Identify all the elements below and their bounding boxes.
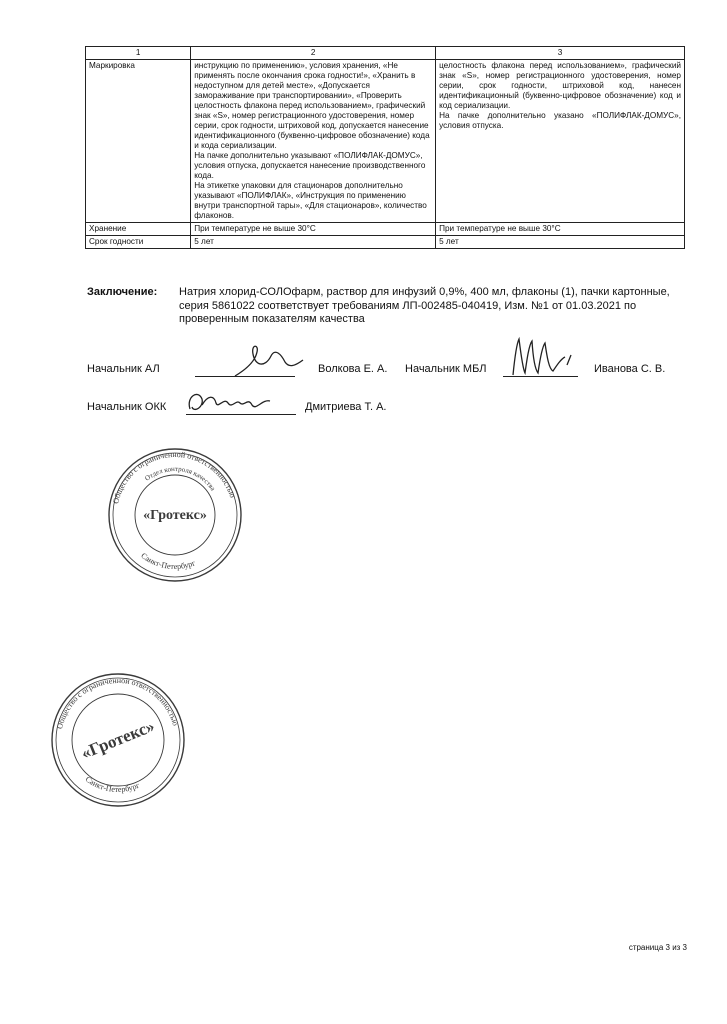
table-header-cell: 1 bbox=[86, 47, 191, 60]
company-stamp bbox=[48, 670, 188, 810]
mbl-name: Иванова С. В. bbox=[594, 363, 666, 375]
svg-text:Санкт-Петербург bbox=[84, 775, 142, 795]
stamp-ring-text: Общество с ограниченной ответственностью bbox=[111, 449, 238, 505]
svg-text:Общество с ограниченной ответс bbox=[111, 450, 237, 505]
requirement-cell: 5 лет bbox=[191, 236, 436, 249]
stamp-company-name: «Гротекс» bbox=[78, 716, 158, 763]
table-row bbox=[86, 223, 685, 236]
stamp-city-text: Санкт-Петербург bbox=[139, 551, 197, 572]
result-cell: 5 лет bbox=[436, 236, 685, 249]
table-row bbox=[86, 60, 685, 223]
mbl-title: Начальник МБЛ bbox=[405, 363, 487, 375]
result-cell: При температуре не выше 30°С bbox=[436, 223, 685, 236]
company-stamp-quality-control bbox=[105, 445, 245, 585]
requirement-paragraph: инструкцию по применению», условия хранения, «Не применять после окончания срока годности!», «Хранить в недоступном для детей месте», «Допускается замораживание при транспортировании», «Проверить целостность флакона перед использованием», графический знак «S», номер регистрационного удостоверения, номер серии, срок годности, штриховой код, допускается нанесение идентификационного (буквенно-цифровое обозначение) кода и кода сериализации. bbox=[194, 61, 430, 150]
table-header-cell: 2 bbox=[191, 47, 436, 60]
stamp-city-text: Санкт-Петербург bbox=[83, 774, 141, 795]
conclusion-label: Заключение: bbox=[87, 286, 158, 298]
row-label-shelf-life: Срок годности bbox=[86, 236, 191, 249]
okk-title: Начальник ОКК bbox=[87, 401, 167, 413]
al-name: Волкова Е. А. bbox=[318, 363, 388, 375]
mbl-signature bbox=[505, 335, 585, 380]
row-label-marking: Маркировка bbox=[86, 60, 191, 223]
al-title: Начальник АЛ bbox=[87, 363, 160, 375]
specification-table bbox=[85, 46, 685, 249]
okk-signature bbox=[180, 385, 280, 420]
result-paragraph: целостность флакона перед использованием», графический знак «S», номер регистрационного удостоверения, номер серии, срок годности, штриховой код, нанесен идентификационный (буквенно-цифровое обозначение) код и код сериализации. bbox=[439, 61, 681, 110]
table-row bbox=[86, 236, 685, 249]
table-header-row bbox=[86, 47, 685, 60]
conclusion-text: Натрия хлорид-СОЛОфарм, раствор для инфузий 0,9%, 400 мл, флаконы (1), пачки картонные, серия 5861022 соответствует требованиям ЛП-002485-040419, Изм. №1 от 01.03.2021 по проверенным показателям качества bbox=[179, 286, 670, 325]
table-header-cell: 3 bbox=[436, 47, 685, 60]
stamp-ring-text: Общество с ограниченной ответственностью bbox=[55, 675, 181, 730]
svg-text:Общество с ограниченной ответс bbox=[55, 676, 180, 730]
stamp-company-name: «Гротекс» bbox=[143, 508, 207, 523]
page-number: страница 3 из 3 bbox=[628, 943, 687, 952]
okk-name: Дмитриева Т. А. bbox=[305, 401, 387, 413]
row-label-storage: Хранение bbox=[86, 223, 191, 236]
stamp-inner-ring-text: Отдел контроля качества bbox=[143, 464, 217, 493]
result-cell bbox=[436, 60, 685, 223]
requirement-cell: При температуре не выше 30°С bbox=[191, 223, 436, 236]
requirement-paragraph: На этикетке упаковки для стационаров дополнительно указывают «ПОЛИФЛАК», «Инструкция по применению внутри транспортной тары», «Для стационаров», количество флаконов. bbox=[194, 181, 427, 220]
al-signature bbox=[225, 340, 315, 380]
requirement-paragraph: На пачке дополнительно указывают «ПОЛИФЛАК-ДОМУС», условия отпуска, допускается нанесение производственного кода. bbox=[194, 151, 426, 180]
requirement-cell bbox=[191, 60, 436, 223]
result-paragraph: На пачке дополнительно указано «ПОЛИФЛАК-ДОМУС», условия отпуска. bbox=[439, 111, 681, 130]
svg-text:Отдел контроля качества bbox=[143, 465, 217, 493]
